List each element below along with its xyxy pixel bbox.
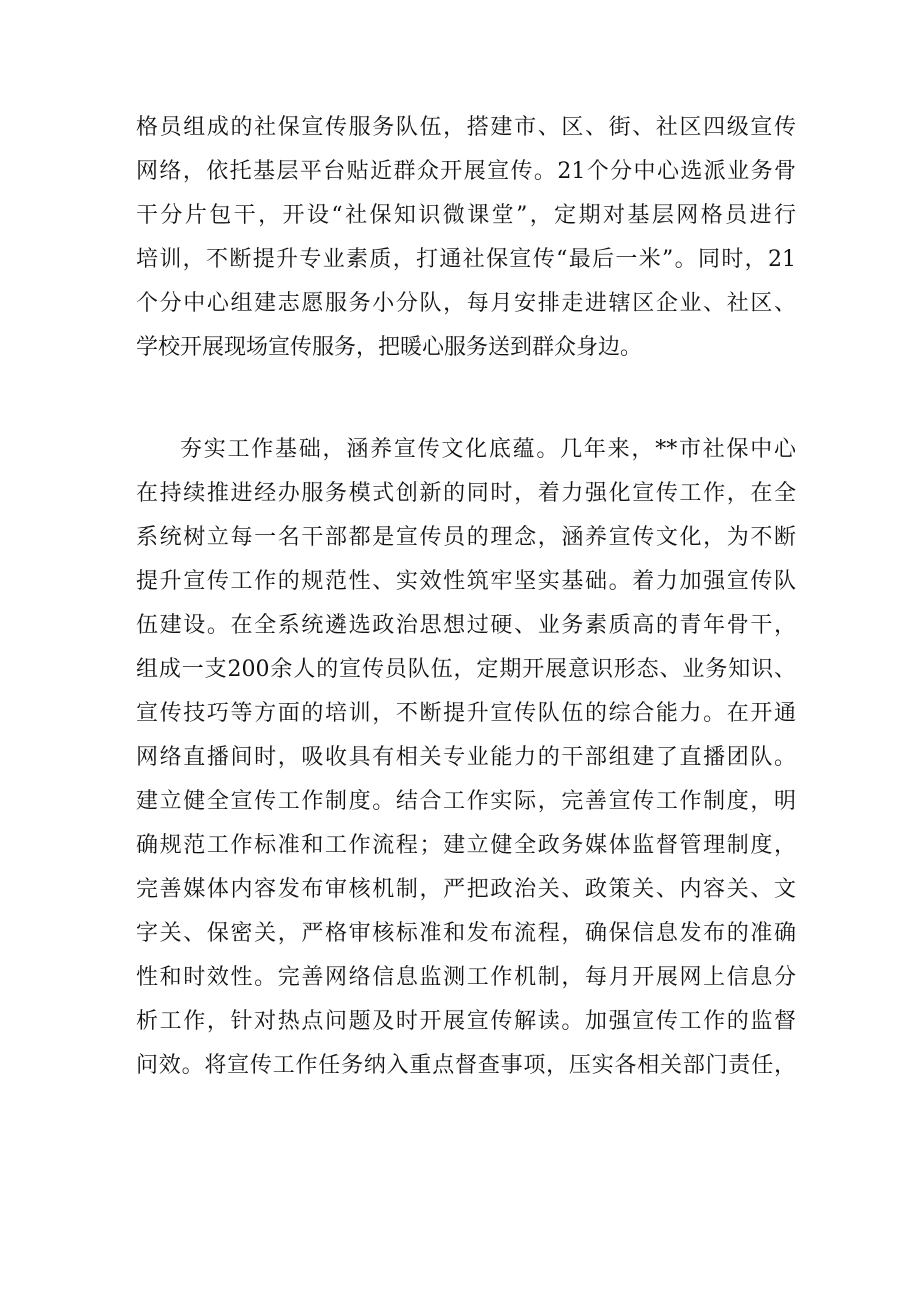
text-line: 伍建设。在全系统遴选政治思想过硬、业务素质高的青年骨干， xyxy=(136,613,796,638)
paragraph-1 xyxy=(136,106,796,370)
paragraph-2 xyxy=(136,428,796,1088)
text-line: 问效。将宣传工作任务纳入重点督查事项，压实各相关部门责任， xyxy=(136,1053,796,1078)
text-line: 建立健全宣传工作制度。结合工作实际，完善宣传工作制度，明 xyxy=(136,789,796,814)
text-line: 组成一支200余人的宣传员队伍，定期开展意识形态、业务知识、 xyxy=(136,657,796,682)
text-line: 析工作，针对热点问题及时开展宣传解读。加强宣传工作的监督 xyxy=(136,1009,796,1034)
text-line: 学校开展现场宣传服务，把暖心服务送到群众身边。 xyxy=(136,335,643,360)
text-line: 培训，不断提升专业素质，打通社保宣传“最后一米”。同时，21 xyxy=(136,247,796,272)
text-line: 字关、保密关，严格审核标准和发布流程，确保信息发布的准确 xyxy=(136,921,796,946)
text-line: 个分中心组建志愿服务小分队，每月安排走进辖区企业、社区、 xyxy=(136,291,796,316)
text-line: 格员组成的社保宣传服务队伍，搭建市、区、街、社区四级宣传 xyxy=(136,115,796,140)
text-line: 在持续推进经办服务模式创新的同时，着力强化宣传工作，在全 xyxy=(136,481,796,506)
text-line: 提升宣传工作的规范性、实效性筑牢坚实基础。着力加强宣传队 xyxy=(136,569,796,594)
text-line: 性和时效性。完善网络信息监测工作机制，每月开展网上信息分 xyxy=(136,965,796,990)
text-line: 网络，依托基层平台贴近群众开展宣传。21个分中心选派业务骨 xyxy=(136,159,796,184)
text-line: 系统树立每一名干部都是宣传员的理念，涵养宣传文化，为不断 xyxy=(136,525,796,550)
text-line: 夯实工作基础，涵养宣传文化底蕴。几年来，**市社保中心 xyxy=(180,437,796,462)
text-line: 确规范工作标准和工作流程；建立健全政务媒体监督管理制度， xyxy=(136,833,796,858)
text-line: 网络直播间时，吸收具有相关专业能力的干部组建了直播团队。 xyxy=(136,745,796,770)
text-line: 完善媒体内容发布审核机制，严把政治关、政策关、内容关、文 xyxy=(136,877,796,902)
text-line: 干分片包干，开设“社保知识微课堂”，定期对基层网格员进行 xyxy=(136,203,796,228)
text-line: 宣传技巧等方面的培训，不断提升宣传队伍的综合能力。在开通 xyxy=(136,701,796,726)
